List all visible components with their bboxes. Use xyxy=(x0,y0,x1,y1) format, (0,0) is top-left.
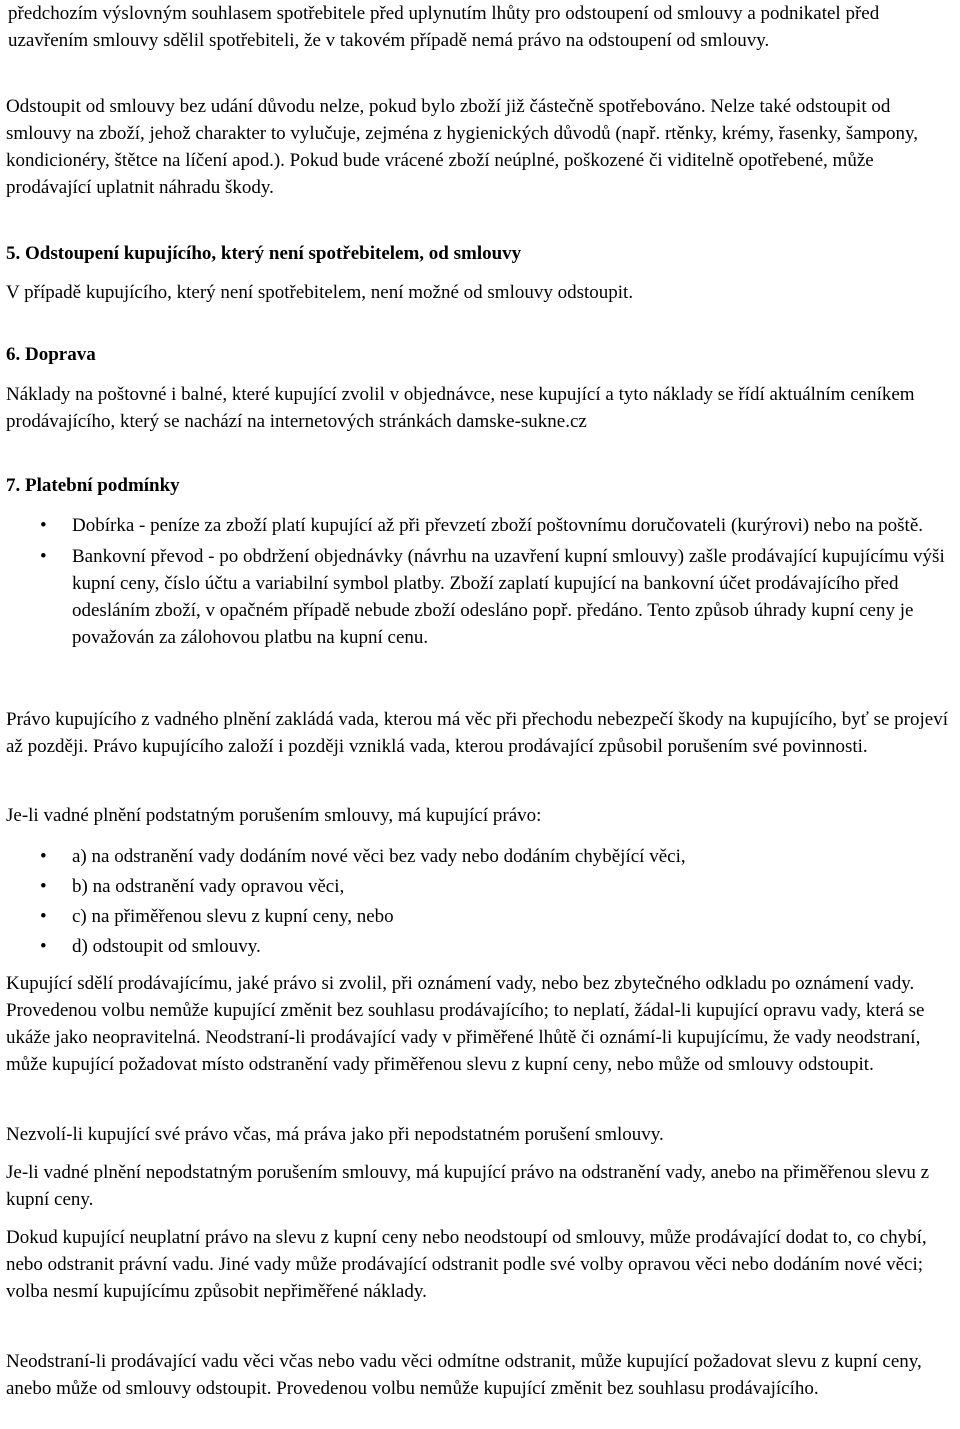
list-item xyxy=(0,933,960,960)
list-item xyxy=(0,512,960,539)
rights-item-text: a) na odstranění vady dodáním nové věci bez vady nebo dodáním chybějící věci, xyxy=(72,846,686,867)
bullet-icon: • xyxy=(40,846,47,867)
bullet-icon: • xyxy=(40,906,47,927)
material-breach-intro: Je-li vadné plnění podstatným porušením smlouvy, má kupující právo: xyxy=(6,805,542,826)
list-item xyxy=(0,543,960,651)
rights-item-text: b) na odstranění vady opravou věci, xyxy=(72,876,345,897)
section7-heading: 7. Platební podmínky xyxy=(6,475,180,496)
bullet-icon: • xyxy=(40,546,47,567)
bullet-icon: • xyxy=(40,515,47,536)
buyer-rights-list xyxy=(0,843,960,960)
section5-text: V případě kupujícího, který není spotřebitelem, není možné od smlouvy odstoupit. xyxy=(6,282,634,303)
notify-paragraph: Kupující sdělí prodávajícímu, jaké právo si zvolil, při oznámení vady, nebo bez zbytečného odkladu po oznámení vady. Provedenou volbu nemůže kupující změnit bez souhlasu prodávajícího; to neplatí, žádal-li kupující opravu vady, která se ukáže jako neopravitelná. Neodstraní-li prodávající vady v přiměřené lhůtě či oznámí-li kupujícímu, že vady neodstraní, může kupující požadovat místo odstranění vady přiměřenou slevu z kupní ceny, nebo může od smlouvy odstoupit. xyxy=(6,973,925,1075)
payment-methods-list xyxy=(0,512,960,651)
list-item xyxy=(0,903,960,930)
minor-breach-paragraph: Je-li vadné plnění nepodstatným porušením smlouvy, má kupující právo na odstranění vady, anebo na přiměřenou slevu z kupní ceny. xyxy=(6,1162,930,1210)
rights-item-text: c) na přiměřenou slevu z kupní ceny, nebo xyxy=(72,906,394,927)
final-paragraph: Neodstraní-li prodávající vadu věci včas nebo vadu věci odmítne odstranit, může kupující požadovat slevu z kupní ceny, anebo může od smlouvy odstoupit. Provedenou volbu nemůže kupující změnit bez souhlasu prodávajícího. xyxy=(6,1351,922,1399)
payment-item-text: Dobírka - peníze za zboží platí kupující až při převzetí zboží poštovnímu doručovateli (kurýrovi) nebo na poště. xyxy=(72,515,924,536)
no-choice-paragraph: Nezvolí-li kupující své právo včas, má práva jako při nepodstatném porušení smlouvy. xyxy=(6,1124,664,1145)
withdraw-paragraph: Odstoupit od smlouvy bez udání důvodu nelze, pokud bylo zboží již částečně spotřebováno. Nelze také odstoupit od smlouvy na zboží, jehož charakter to vylučuje, zejména z hygienických důvodů (např. rtěnky, krémy, řasenky, šampony, kondicionéry, štětce na líčení apod.). Pokud bude vrácené zboží neúplné, poškozené či viditelně opotřebené, může prodávající uplatnit náhradu škody. xyxy=(6,96,919,198)
section6-heading: 6. Doprava xyxy=(6,344,96,365)
section6-text: Náklady na poštovné i balné, které kupující zvolil v objednávce, nese kupující a tyto náklady se řídí aktuálním ceníkem prodávajícího, který se nachází na internetových stránkách damske-sukne.cz xyxy=(6,384,915,432)
defect-paragraph: Právo kupujícího z vadného plnění zakládá vada, kterou má věc při přechodu nebezpečí škody na kupujícího, byť se projeví až později. Právo kupujícího založí i později vzniklá vada, kterou prodávající způsobil porušením své povinnosti. xyxy=(6,709,948,757)
section5-heading: 5. Odstoupení kupujícího, který není spotřebitelem, od smlouvy xyxy=(6,243,522,264)
bullet-icon: • xyxy=(40,876,47,897)
rights-item-text: d) odstoupit od smlouvy. xyxy=(72,936,261,957)
discount-paragraph: Dokud kupující neuplatní právo na slevu z kupní ceny nebo neodstoupí od smlouvy, může prodávající dodat to, co chybí, nebo odstranit právní vadu. Jiné vady může prodávající odstranit podle své volby opravou věci nebo dodáním nové věci; volba nesmí kupujícímu způsobit nepřiměřené náklady. xyxy=(6,1227,927,1302)
intro-paragraph: předchozím výslovným souhlasem spotřebitele před uplynutím lhůty pro odstoupení od smlouvy a podnikatel před uzavřením smlouvy sdělil spotřebiteli, že v takovém případě nemá právo na odstoupení od smlouvy. xyxy=(8,3,880,51)
list-item xyxy=(0,843,960,870)
bullet-icon: • xyxy=(40,936,47,957)
payment-item-text: Bankovní převod - po obdržení objednávky (návrhu na uzavření kupní smlouvy) zašle prodávající kupujícímu výši kupní ceny, číslo účtu a variabilní symbol platby. Zboží zaplatí kupující na bankovní účet prodávajícího před odesláním zboží, v opačném případě nebude zboží odesláno popř. předáno. Tento způsob úhrady kupní ceny je považován za zálohovou platbu na kupní cenu. xyxy=(72,546,945,648)
list-item xyxy=(0,873,960,900)
